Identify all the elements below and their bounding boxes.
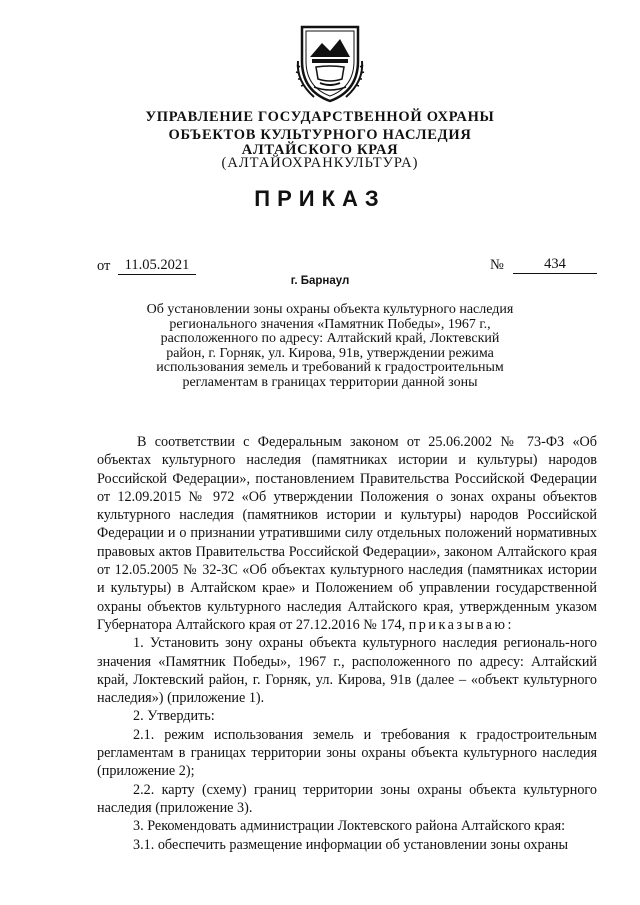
org-short-name: (АЛТАЙОХРАНКУЛЬТУРА) bbox=[221, 155, 419, 171]
city: г. Барнаул bbox=[290, 275, 350, 287]
org-name-line-1: УПРАВЛЕНИЕ ГОСУДАРСТВЕННОЙ ОХРАНЫ bbox=[145, 109, 495, 125]
document-date: 11.05.2021 bbox=[118, 257, 196, 275]
document-number: 434 bbox=[513, 256, 597, 274]
preamble-paragraph bbox=[97, 433, 597, 634]
preamble-text: В соответствии с Федеральным законом от 25.06.2002 № 73-ФЗ «Об объектах культурного наследия (памятниках истории и культуры) народов Российской Федерации», постановлением Правительства Российской Федерации от 12.09.2015 № 972 «Об утверждении Положения о зонах охраны объектов культурного наследия (памятников истории и культуры) народов Российской Федерации и о признании утратившими силу отдельных положений нормативных правовых актов Правительства Российской Федерации», законом Алтайского края от 12.05.2005 № 32-ЗС «Об объектах культурного наследия (памятниках истории и культуры) в Алтайском крае» и Положением об управлении государственной охраны объектов культурного наследия Алтайского края, утвержденным указом Губернатора Алтайского края от 27.12.2016 № 174, bbox=[97, 434, 597, 633]
clause-3-1: 3.1. обеспечить размещение информации об установлении зоны охраны bbox=[133, 836, 569, 853]
clause-2: 2. Утвердить: bbox=[133, 708, 215, 725]
order-body bbox=[97, 433, 597, 854]
subject-line: район, г. Горняк, ул. Кирова, 91в, утверждении режима bbox=[166, 345, 494, 361]
number-label: № bbox=[490, 257, 504, 273]
clause-2-2: 2.2. карту (схему) границ территории зоны охраны объекта культурного наследия (приложение 3). bbox=[97, 781, 597, 816]
order-word: приказываю: bbox=[408, 616, 514, 633]
subject-line: расположенного по адресу: Алтайский край, Локтевский bbox=[160, 331, 500, 346]
coat-of-arms-emblem bbox=[294, 21, 366, 105]
subject-line: регламентам в границах территории данной зоны bbox=[182, 374, 478, 390]
clause-2-1: 2.1. режим использования земель и требования к градостроительным регламентам в границах территории зоны охраны объекта культурного наследия (приложение 2); bbox=[97, 726, 597, 780]
subject-line: регионального значения «Памятник Победы», 1967 г., bbox=[169, 316, 491, 332]
subject-line: использования земель и требований к градостроительным bbox=[156, 360, 504, 375]
org-name-line-3: АЛТАЙСКОГО КРАЯ bbox=[241, 142, 399, 158]
date-label: от bbox=[97, 258, 111, 274]
subject-line: Об установлении зоны охраны объекта культурного наследия bbox=[146, 302, 514, 317]
clause-3: 3. Рекомендовать администрации Локтевского района Алтайского края: bbox=[133, 818, 566, 835]
org-name-line-2: ОБЪЕКТОВ КУЛЬТУРНОГО НАСЛЕДИЯ bbox=[168, 127, 472, 143]
clause-1: 1. Установить зону охраны объекта культурного наследия региональ-ного значения «Памятник Победы», 1967 г., расположенного по адресу: Алтайский край, Локтевский район, г. Горняк, ул. Кирова, 91в (далее – «объект культурного наследия») (приложение 1). bbox=[97, 635, 597, 707]
document-title: ПРИКАЗ bbox=[254, 186, 386, 211]
order-subject bbox=[130, 303, 530, 390]
